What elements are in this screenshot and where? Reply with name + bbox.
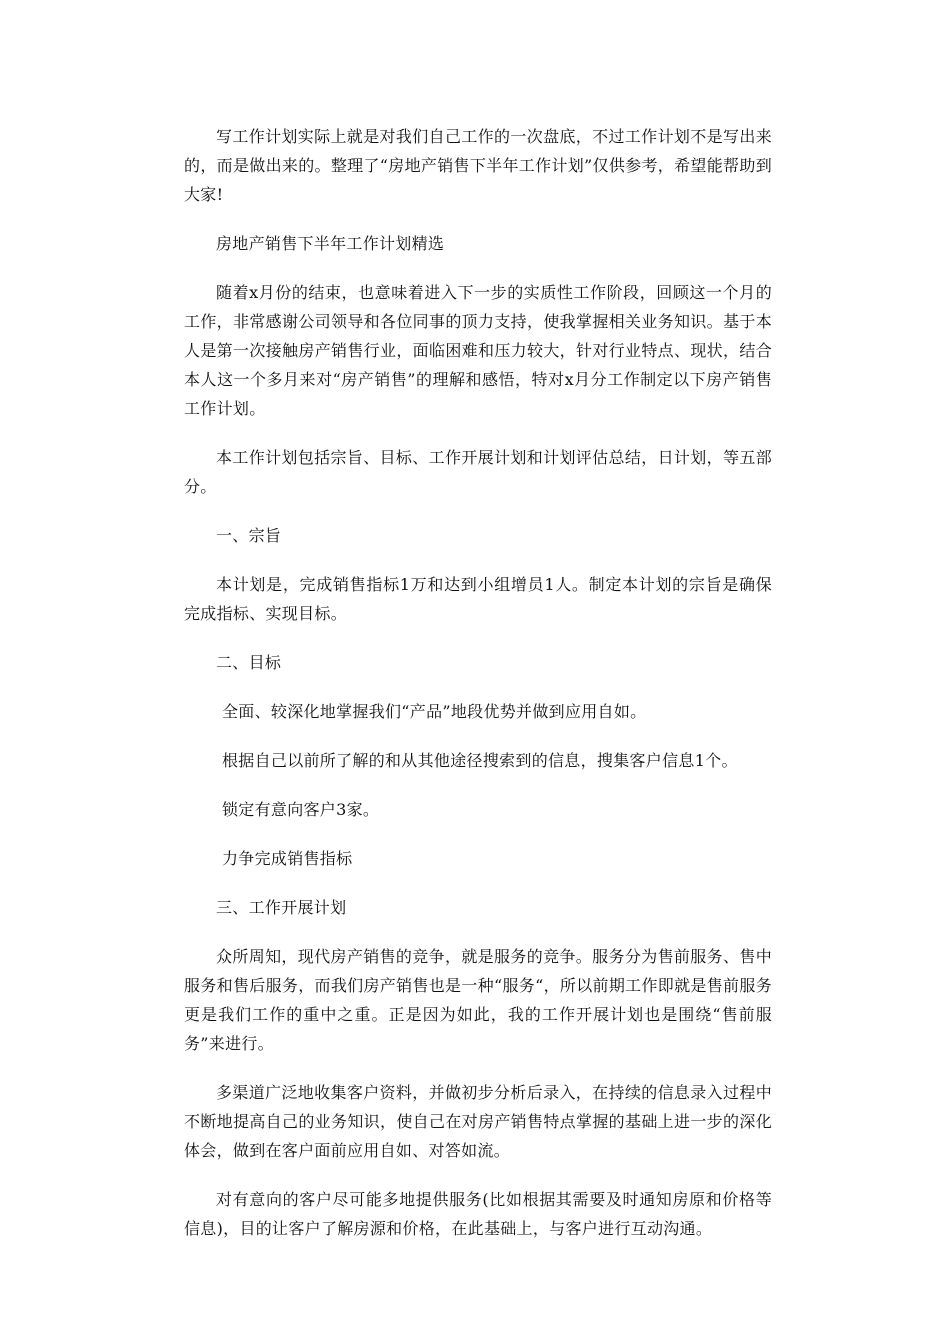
work-plan-paragraph: 众所周知，现代房产销售的竞争，就是服务的竞争。服务分为售前服务、售中服务和售后服务，而我们房产销售也是一种“服务“，所以前期工作即就是售前服务更是我们工作的重中之重。正是因为如此，我的工作开展计划也是围绕“售前服务”来进行。 (184, 947, 772, 1053)
goal-item: 根据自己以前所了解的和从其他途径搜索到的信息，搜集客户信息1个。 (222, 751, 738, 770)
section-heading-purpose: 一、宗旨 (216, 526, 282, 545)
section-heading-goals: 二、目标 (216, 653, 282, 672)
section-heading-work-plan: 三、工作开展计划 (216, 898, 347, 917)
intro-paragraph: 写工作计划实际上就是对我们自己工作的一次盘底，不过工作计划不是写出来的，而是做出来的。整理了“房地产销售下半年工作计划”仅供参考，希望能帮助到大家! (184, 127, 772, 204)
background-paragraph: 随着x月份的结束，也意味着进入下一步的实质性工作阶段，回顾这一个月的工作，非常感谢公司领导和各位同事的顶力支持，使我掌握相关业务知识。基于本人是第一次接触房产销售行业，面临困难和压力较大，针对行业特点、现状，结合本人这一个多月来对“房产销售”的理解和感悟，特对x月分工作制定以下房产销售工作计划。 (184, 283, 772, 418)
structure-paragraph: 本工作计划包括宗旨、目标、工作开展计划和计划评估总结，日计划，等五部分。 (184, 448, 772, 496)
work-plan-paragraph: 对有意向的客户尽可能多地提供服务(比如根据其需要及时通知房原和价格等信息)，目的让客户了解房源和价格，在此基础上，与客户进行互动沟通。 (184, 1190, 772, 1238)
goal-item: 锁定有意向客户3家。 (222, 800, 380, 819)
goal-item: 力争完成销售指标 (222, 849, 353, 868)
goal-item: 全面、较深化地掌握我们“产品”地段优势并做到应用自如。 (222, 702, 647, 721)
document-title: 房地产销售下半年工作计划精选 (216, 234, 445, 253)
document-body (184, 122, 772, 1263)
work-plan-paragraph: 多渠道广泛地收集客户资料，并做初步分析后录入，在持续的信息录入过程中不断地提高自己的业务知识，使自己在对房产销售特点掌握的基础上进一步的深化体会，做到在客户面前应用自如、对答如流。 (184, 1083, 772, 1160)
purpose-paragraph: 本计划是，完成销售指标1万和达到小组增员1人。制定本计划的宗旨是确保完成指标、实现目标。 (184, 575, 772, 623)
